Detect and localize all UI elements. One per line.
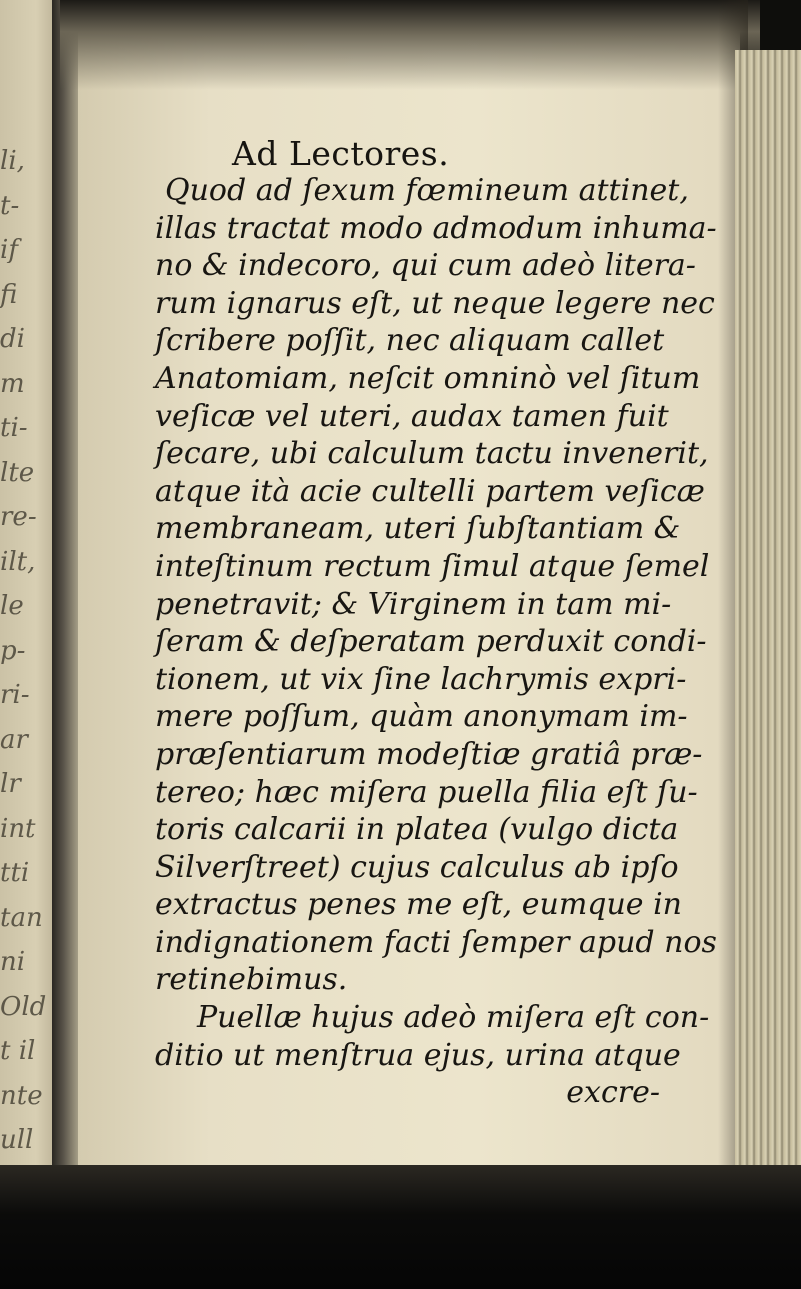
previous-page-fragment: re- — [0, 504, 37, 530]
text-line: extractus penes me eſt, eumque in — [155, 887, 683, 923]
text-line: atque ità acie cultelli partem veſicæ — [155, 473, 705, 509]
text-line: tereo; hæc miſera puella filia eſt ſu- — [155, 774, 698, 810]
previous-page-fragment: int — [0, 815, 36, 842]
text-line: Puellæ hujus adeò miſera eſt con- — [197, 1000, 710, 1036]
text-line: Quod ad ſexum fœmineum attinet, — [165, 173, 689, 208]
text-line: tionem, ut vix ſine lachrymis expri- — [155, 661, 687, 697]
previous-page-fragment: p- — [0, 637, 26, 664]
text-line: mere poſſum, quàm anonymam im- — [155, 699, 688, 735]
text-line: præſentiarum modeſtiæ gratiâ præ- — [155, 736, 703, 772]
previous-page-fragment: ni — [0, 949, 26, 975]
previous-page-fragment: m — [0, 370, 25, 397]
previous-page-fragment: ri- — [0, 682, 30, 708]
previous-page-fragment: fi — [0, 281, 18, 308]
text-line: penetravit; & Virginem in tam mi- — [155, 586, 672, 622]
text-line: inteſtinum rectum ſimul atque ſemel — [155, 548, 710, 584]
previous-page-fragment: t il — [0, 1038, 36, 1064]
previous-page-fragment: ar — [0, 726, 28, 753]
page-heading: Ad Lectores. — [232, 134, 450, 173]
previous-page-fragment: ull — [0, 1127, 34, 1153]
previous-page-fragment: t- — [0, 192, 20, 219]
previous-page-fragment: ti- — [0, 415, 28, 441]
page-top-shadow — [60, 0, 760, 90]
catchword: excre- — [566, 1075, 660, 1111]
page-stack-edges — [735, 50, 801, 1170]
text-line: indignationem facti ſemper apud nos — [155, 924, 717, 960]
text-line: membraneam, uteri ſubſtantiam & — [155, 511, 681, 547]
previous-page-fragment: di — [0, 326, 25, 352]
previous-page-fragment: li, — [0, 148, 25, 174]
text-line: ſcribere poſſit, nec aliquam callet — [155, 323, 665, 359]
previous-page-fragment: lte — [0, 459, 35, 486]
previous-page-fragment: ilt, — [0, 548, 36, 575]
text-line: retinebimus. — [155, 962, 348, 998]
text-line: ditio ut menſtrua ejus, urina atque — [155, 1037, 681, 1073]
text-line: illas tractat modo admodum inhuma- — [155, 210, 717, 246]
previous-page-fragment: tan — [0, 904, 43, 931]
previous-page-fragment: lr — [0, 771, 21, 797]
bottom-background — [0, 1165, 801, 1289]
previous-page-fragment: if — [0, 237, 18, 263]
text-line: veſicæ vel uteri, audax tamen fuit — [155, 398, 669, 434]
previous-page-fragment: le — [0, 593, 24, 619]
previous-page-fragment: Old — [0, 993, 47, 1020]
text-line: no & indecoro, qui cum adeò litera- — [155, 248, 696, 284]
previous-page-fragment: nte — [0, 1082, 43, 1109]
text-line: ſecare, ubi calculum tactu invenerit, — [155, 436, 709, 472]
body-text — [155, 172, 715, 1112]
text-line: toris calcarii in platea (vulgo dicta — [155, 812, 679, 848]
text-line: Anatomiam, neſcit omninò vel ſitum — [155, 360, 701, 396]
previous-page-fragment: tti — [0, 860, 30, 886]
text-line: rum ignarus eſt, ut neque legere nec — [155, 285, 715, 321]
text-line: ſeram & deſperatam perduxit condi- — [155, 624, 707, 660]
text-line: Silverſtreet) cujus calculus ab ipſo — [155, 849, 679, 885]
